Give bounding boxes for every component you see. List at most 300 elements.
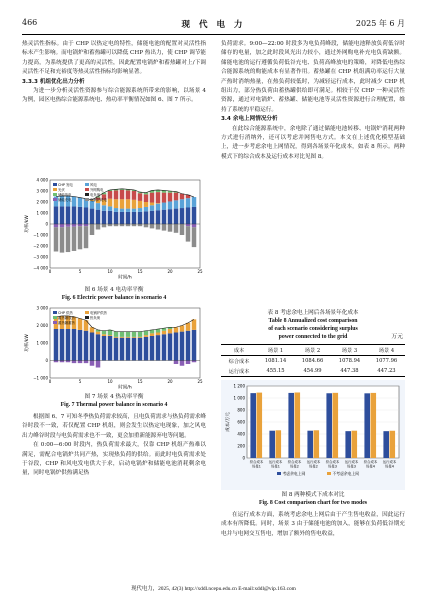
- table-title-en: power connected to the grid 万元: [278, 334, 403, 340]
- table-cell: 1077.96: [375, 358, 398, 364]
- bar-segment: [132, 224, 137, 226]
- page-number: 466: [22, 18, 38, 27]
- bar-segment: [186, 226, 191, 241]
- bar-segment: [108, 199, 113, 207]
- cost-bar: [314, 430, 320, 458]
- bar-segment: [66, 206, 71, 224]
- bar-segment: [168, 329, 173, 333]
- bar-segment: [168, 193, 173, 202]
- header-rule: [22, 34, 405, 35]
- bar-segment: [180, 326, 185, 332]
- figure-7-caption: [22, 393, 206, 409]
- table-cell: 运行成本: [228, 368, 250, 375]
- legend-label: 电锅炉供热: [90, 310, 107, 315]
- bar-segment: [162, 334, 167, 360]
- bar-segment: [120, 332, 125, 337]
- cost-bar: [288, 393, 294, 458]
- legend-label: 电锅炉耗电: [90, 197, 107, 202]
- bar-segment: [192, 224, 197, 227]
- bar-segment: [138, 193, 143, 201]
- x-tick-label: 5: [78, 379, 82, 384]
- paragraph: 在运行成本方面，系统考虑余电上网后由于产生售电收益，因此运行成本有所降低。同时，场景 3 由于储能电池的加入，能够在负荷低谷期充电并与电网交互售电，增加了额外的售电收益，: [221, 512, 405, 537]
- x-tick-label: 场景2: [309, 464, 318, 469]
- bar-segment: [54, 227, 59, 251]
- bar-segment: [138, 201, 143, 208]
- bar-segment: [174, 224, 179, 233]
- table-8-title: [221, 309, 405, 341]
- legend-label: 电负荷: [90, 192, 101, 197]
- bar-segment: [150, 336, 155, 361]
- paragraph: 在 0:00—6:00 时段内，热负荷需求最大，仅靠 CHP 机组产热难以满足，需配合电锅炉共同产热，实现热负荷的供给。而此时电负荷需求处于谷段，CHP 和风电发电供大于求，启动电锅炉和储能电池消耗剩余电量，同时电锅炉供热满足热: [22, 442, 206, 477]
- legend-label: 储能充电: [58, 197, 72, 202]
- bar-segment: [114, 337, 119, 338]
- cost-bar: [250, 393, 256, 458]
- page-footer: 现代电力，2025, 42(3) http://xddl.ncepu.edu.cn E-mail:xddl@vip.163.com: [131, 586, 296, 592]
- bar-segment: [114, 190, 119, 199]
- bar-segment: [90, 224, 95, 235]
- bar-segment: [174, 361, 179, 365]
- bar-segment: [84, 361, 89, 364]
- cost-bar: [295, 392, 301, 458]
- y-tick-label: 1 000: [233, 395, 245, 401]
- legend-label: CHP 发电: [58, 182, 73, 187]
- legend-swatch: [327, 472, 331, 475]
- bar-segment: [144, 202, 149, 207]
- bar-segment: [126, 224, 131, 226]
- cost-comparison-chart: [221, 380, 405, 490]
- bar-segment: [138, 332, 143, 337]
- x-tick-label: 25: [197, 269, 203, 274]
- bar-segment: [192, 207, 197, 224]
- y-tick-label: −2 000: [33, 243, 48, 249]
- bar-segment: [96, 334, 101, 360]
- legend-label: 不考虑余电上网: [332, 470, 360, 476]
- table-cell: 1078.94: [338, 358, 361, 364]
- bar-segment: [72, 206, 77, 224]
- right-column-bottom: [221, 511, 405, 539]
- legend-swatch: [53, 183, 57, 186]
- bar-segment: [120, 337, 125, 338]
- y-tick-label: 800: [237, 407, 245, 413]
- bar-segment: [78, 330, 83, 361]
- bar-segment: [168, 201, 173, 209]
- bar-segment: [192, 361, 197, 363]
- section-heading: 3.3.3 机组优化出力分析: [22, 78, 85, 85]
- bar-segment: [126, 332, 131, 337]
- bar-segment: [132, 209, 137, 212]
- bar-segment: [156, 224, 161, 230]
- bar-segment: [126, 337, 131, 338]
- page-header: [22, 18, 405, 32]
- legend-swatch: [277, 472, 281, 475]
- bar-segment: [72, 224, 77, 227]
- bar-segment: [174, 333, 179, 361]
- bar-segment: [84, 224, 89, 226]
- bar-segment: [78, 226, 83, 249]
- bar-segment: [192, 227, 197, 247]
- bar-segment: [192, 330, 197, 361]
- bar-segment: [60, 227, 65, 252]
- bar-segment: [174, 209, 179, 224]
- legend-swatch: [53, 198, 57, 201]
- x-tick-label: 综合成本: [325, 460, 340, 464]
- bar-segment: [138, 337, 143, 338]
- bar-segment: [90, 201, 95, 209]
- legend-label: 考虑余电上网: [282, 470, 306, 476]
- right-column-top: [221, 40, 405, 162]
- bar-segment: [168, 209, 173, 224]
- bar-segment: [72, 329, 77, 361]
- y-tick-label: 600: [237, 419, 245, 425]
- y-tick-label: 1 000: [36, 210, 48, 216]
- cost-bar: [307, 431, 313, 458]
- bar-segment: [96, 224, 101, 230]
- bar-segment: [192, 319, 197, 330]
- section-heading: 3.4 余电上网情况分析: [221, 116, 278, 123]
- bar-segment: [186, 198, 191, 207]
- legend-label: 蓄热罐蓄热: [58, 320, 75, 325]
- legend-swatch: [53, 321, 57, 324]
- bar-segment: [174, 200, 179, 208]
- bar-segment: [78, 361, 83, 364]
- bar-segment: [120, 199, 125, 208]
- y-tick-label: 4 000: [36, 177, 48, 183]
- y-axis-label: 成本/万元: [226, 412, 231, 432]
- y-tick-label: −1 000: [33, 375, 48, 381]
- bar-segment: [180, 199, 185, 208]
- bar-segment: [162, 203, 167, 210]
- bar-segment: [78, 319, 83, 330]
- bar-segment: [72, 197, 77, 207]
- bar-segment: [72, 361, 77, 364]
- cost-bar: [269, 431, 275, 458]
- legend-swatch: [85, 316, 89, 319]
- caption-cn: 图 6 场景 4 电功率平衡: [84, 287, 144, 293]
- x-tick-label: 运行成本: [344, 460, 359, 464]
- table-cell: 447.38: [340, 368, 359, 374]
- x-tick-label: 综合成本: [287, 460, 302, 464]
- x-tick-label: 10: [107, 269, 113, 274]
- legend-label: CHP 供热: [58, 310, 73, 315]
- table-unit: 万元: [391, 334, 403, 340]
- bar-segment: [108, 336, 113, 361]
- bar-segment: [102, 336, 107, 361]
- y-tick-label: 400: [237, 431, 245, 437]
- bar-segment: [60, 361, 65, 363]
- y-tick-label: 2 000: [36, 199, 48, 205]
- bar-segment: [108, 211, 113, 224]
- caption-en: Fig. 6 Electric power balance in scenario 4: [61, 295, 167, 301]
- x-tick-label: 0: [48, 269, 52, 274]
- bar-segment: [120, 224, 125, 226]
- x-tick-label: 场景4: [366, 464, 375, 469]
- bar-segment: [156, 203, 161, 204]
- legend-label: 储能放电: [58, 192, 72, 197]
- bar-segment: [138, 208, 143, 212]
- bar-segment: [108, 330, 113, 335]
- bar-segment: [114, 199, 119, 208]
- legend-swatch: [53, 311, 57, 314]
- table-cell: 447.23: [377, 368, 396, 374]
- table-8: [221, 344, 405, 377]
- figure-8-caption: [221, 491, 405, 507]
- bar-segment: [90, 209, 95, 224]
- bar-segment: [192, 197, 197, 207]
- table-row: [221, 356, 405, 367]
- bar-segment: [78, 198, 83, 207]
- cost-table: [221, 344, 405, 377]
- bar-segment: [144, 335, 149, 337]
- bar-segment: [66, 361, 71, 363]
- table-header-cell: 场景 4: [378, 347, 395, 354]
- bar-segment: [162, 224, 167, 231]
- legend-swatch: [85, 183, 89, 186]
- paragraph: 根据图 6、7 可知冬季热负荷需求较高，且电负荷需求与热负荷需求峰谷时段不一致，若仅配置 CHP 机组，则会发生以热定电现象，加之风电出力峰谷时段与电负荷需求也不一致，更会加重新能源弃电等问题。: [22, 414, 206, 439]
- bar-segment: [78, 207, 83, 224]
- legend-swatch: [85, 188, 89, 191]
- cost-bar: [390, 431, 396, 458]
- bar-segment: [144, 194, 149, 202]
- x-tick-label: 15: [137, 379, 143, 384]
- bar-segment: [114, 208, 119, 212]
- bar-segment: [180, 224, 185, 235]
- cost-bar: [276, 430, 282, 458]
- cost-bar: [364, 393, 370, 458]
- bar-segment: [114, 212, 119, 224]
- legend-swatch: [53, 316, 57, 319]
- bar-segment: [144, 337, 149, 361]
- bar-segment: [108, 191, 113, 199]
- bar-segment: [150, 333, 155, 336]
- table-header-cell: 成本: [233, 347, 245, 354]
- bar-segment: [132, 337, 137, 338]
- cost-bar: [257, 393, 263, 458]
- x-tick-label: 5: [78, 269, 82, 274]
- y-axis-label: 功率/kW: [25, 215, 30, 233]
- bar-segment: [102, 334, 107, 336]
- x-tick-label: 运行成本: [382, 460, 397, 464]
- bar-segment: [72, 227, 77, 251]
- cost-bar: [345, 431, 351, 458]
- bar-segment: [186, 331, 191, 361]
- y-tick-label: 1 000: [36, 340, 48, 346]
- x-tick-label: 0: [48, 379, 52, 384]
- bar-segment: [96, 210, 101, 224]
- bar-segment: [138, 338, 143, 361]
- x-tick-label: 综合成本: [363, 460, 378, 464]
- bar-segment: [66, 227, 71, 252]
- paragraph: 在此综合能源系统中，余电除了通过储能电池转移、电锅炉消耗两种方式进行消纳外，还可以考虑并网售电方式。本文在上述优化模型基础上，进一步考虑余电上网情况，得到各场景年化成本，如表 8 所示。两种模式下的综合成本及运行成本对比见图 8。: [221, 125, 405, 160]
- bar-segment: [156, 192, 161, 203]
- bar-segment: [132, 332, 137, 337]
- figure-7: [22, 304, 206, 392]
- table-cell: 455.15: [266, 368, 285, 374]
- y-tick-label: −1 000: [33, 232, 48, 238]
- table-cell: 综合成本: [228, 358, 250, 365]
- y-tick-label: −4 000: [33, 265, 48, 271]
- x-tick-label: 20: [167, 379, 173, 384]
- legend-swatch: [85, 311, 89, 314]
- bar-segment: [84, 226, 89, 248]
- bar-segment: [156, 335, 161, 360]
- bar-segment: [186, 208, 191, 225]
- bar-segment: [126, 338, 131, 361]
- table-cell: 1084.66: [301, 358, 324, 364]
- x-tick-label: 场景4: [385, 464, 394, 469]
- paragraph: 负荷需求。9:00—22:00 时段多为电负荷峰段，储能电池释放负荷低谷时储存的电量，加之此时段风光出力较小，通过外网购电补充电负荷缺额。储能电池的运行遵循负荷低谷充电、负荷高峰放电的策略，对降低电热综合能源系统的购能成本有显著作用。蓄热罐在 CHP 机组满功率运行大量产热时消纳热量，在热负荷较低时，为减轻运行成本，此时减少 CHP 机组出力，部分热负荷由蓄热罐供给即可满足。相较于仅 CHP 一种灵活性资源，通过对电锅炉、蓄热罐、储能电池等灵活性资源进行合理配置，维持了系统的平稳运行。: [221, 41, 405, 113]
- bar-segment: [60, 206, 65, 224]
- bar-segment: [162, 210, 167, 224]
- paragraph: 为进一步分析灵活性资源参与综合能源系统所带来的影响，以场景 4 为例，园区电热综合能源系统电、热功率平衡情况如图 6、图 7 所示。: [22, 88, 206, 104]
- bar-segment: [150, 193, 155, 203]
- bar-segment: [126, 199, 131, 208]
- bar-segment: [156, 204, 161, 211]
- table-header-cell: 场景 1: [267, 347, 284, 354]
- x-tick-label: 场景1: [252, 464, 261, 469]
- bar-segment: [114, 224, 119, 226]
- cost-bar: [333, 393, 339, 458]
- x-axis-label: 时间/h: [118, 275, 132, 281]
- load-line: [56, 189, 194, 200]
- legend-label: 热负荷: [90, 315, 101, 320]
- journal-title: 现 代 电 力: [181, 20, 246, 30]
- bar-segment: [150, 211, 155, 224]
- bar-segment: [60, 224, 65, 227]
- cost-bar: [371, 393, 377, 458]
- bar-segment: [120, 209, 125, 212]
- bar-segment: [78, 224, 83, 226]
- bar-segment: [102, 205, 107, 211]
- bar-segment: [54, 361, 59, 363]
- bar-segment: [168, 224, 173, 232]
- caption-cn: 图 7 场景 4 热功率平衡: [84, 394, 144, 400]
- cost-bar: [326, 393, 332, 458]
- bar-segment: [150, 203, 155, 206]
- bar-segment: [84, 331, 89, 361]
- y-tick-label: 0: [45, 221, 48, 227]
- y-tick-label: 2 000: [36, 323, 48, 328]
- bar-segment: [54, 329, 59, 361]
- bar-segment: [102, 211, 107, 224]
- bar-segment: [180, 361, 185, 366]
- x-tick-label: 10: [107, 379, 113, 384]
- y-tick-label: 200: [237, 443, 245, 449]
- thermal-balance-chart: [22, 304, 206, 392]
- left-column-top: [22, 40, 206, 106]
- bar-segment: [162, 193, 167, 203]
- legend-label: 蓄热罐放热: [58, 315, 75, 320]
- bar-segment: [144, 207, 149, 211]
- bar-segment: [180, 208, 185, 224]
- table-cell: 454.99: [303, 368, 322, 374]
- table-cell: 1081.14: [264, 358, 287, 364]
- bar-segment: [180, 194, 185, 200]
- bar-segment: [96, 332, 101, 335]
- bar-segment: [102, 224, 107, 227]
- x-tick-label: 20: [167, 269, 173, 274]
- bar-segment: [156, 210, 161, 224]
- y-tick-label: 1 200: [233, 383, 245, 389]
- y-tick-label: −3 000: [33, 254, 48, 260]
- figure-8: [221, 380, 405, 490]
- x-tick-label: 运行成本: [306, 460, 321, 464]
- bar-segment: [114, 338, 119, 361]
- bar-segment: [150, 205, 155, 211]
- table-title-en: Table 8 Annualized cost comparison: [268, 318, 358, 324]
- bar-segment: [66, 329, 71, 361]
- bar-segment: [120, 212, 125, 224]
- bar-segment: [156, 333, 161, 336]
- table-row: [221, 366, 405, 377]
- x-tick-label: 场景3: [328, 464, 337, 469]
- bar-segment: [186, 224, 191, 226]
- caption-en: Fig. 8 Cost comparison chart for two modes: [258, 500, 368, 506]
- y-tick-label: 3 000: [36, 305, 48, 311]
- figure-6: [22, 176, 206, 284]
- x-tick-label: 15: [137, 269, 143, 274]
- bar-segment: [132, 338, 137, 361]
- legend-label: 光伏: [58, 187, 65, 192]
- table-header-cell: 场景 3: [341, 347, 358, 354]
- bar-segment: [144, 211, 149, 224]
- legend-label: 外网购电: [90, 187, 104, 192]
- x-tick-label: 运行成本: [268, 460, 283, 464]
- legend-swatch: [85, 193, 89, 196]
- bar-segment: [180, 332, 185, 361]
- legend-label: 风电: [90, 182, 97, 187]
- bar-segment: [138, 212, 143, 224]
- bar-segment: [126, 190, 131, 199]
- bar-segment: [84, 208, 89, 225]
- bar-segment: [120, 338, 125, 361]
- bar-segment: [126, 209, 131, 212]
- bar-segment: [108, 206, 113, 210]
- cost-bar: [383, 431, 389, 458]
- x-tick-label: 场景1: [271, 464, 280, 469]
- bar-segment: [54, 224, 59, 227]
- bar-segment: [66, 224, 71, 227]
- x-axis-label: 时间/h: [118, 385, 132, 391]
- legend-swatch: [53, 188, 57, 191]
- bar-segment: [114, 332, 119, 337]
- table-title-en: of each scenario considering surplus: [268, 326, 358, 332]
- x-tick-label: 场景2: [290, 464, 299, 469]
- bar-segment: [168, 333, 173, 360]
- bar-segment: [96, 361, 101, 368]
- bar-segment: [144, 331, 149, 335]
- y-tick-label: 0: [45, 358, 48, 363]
- caption-cn: 图 8 两种模式下成本对比: [281, 492, 345, 498]
- legend-swatch: [53, 193, 57, 196]
- y-tick-label: 0: [242, 455, 245, 461]
- bar-segment: [120, 190, 125, 199]
- bar-segment: [132, 191, 137, 200]
- electric-balance-chart: [22, 176, 206, 284]
- y-axis-label: 功率/kW: [25, 334, 30, 352]
- bar-segment: [174, 327, 179, 332]
- bar-segment: [90, 361, 95, 366]
- bar-segment: [126, 212, 131, 224]
- left-column-bottom: [22, 413, 206, 479]
- bar-segment: [174, 193, 179, 201]
- x-tick-label: 25: [197, 379, 203, 384]
- caption-en: Fig. 7 Thermal power balance in scenario 4: [60, 402, 168, 408]
- bar-segment: [186, 323, 191, 331]
- bar-segment: [132, 212, 137, 224]
- bar-segment: [186, 361, 191, 365]
- cost-bar: [352, 431, 358, 458]
- bar-segment: [132, 200, 137, 209]
